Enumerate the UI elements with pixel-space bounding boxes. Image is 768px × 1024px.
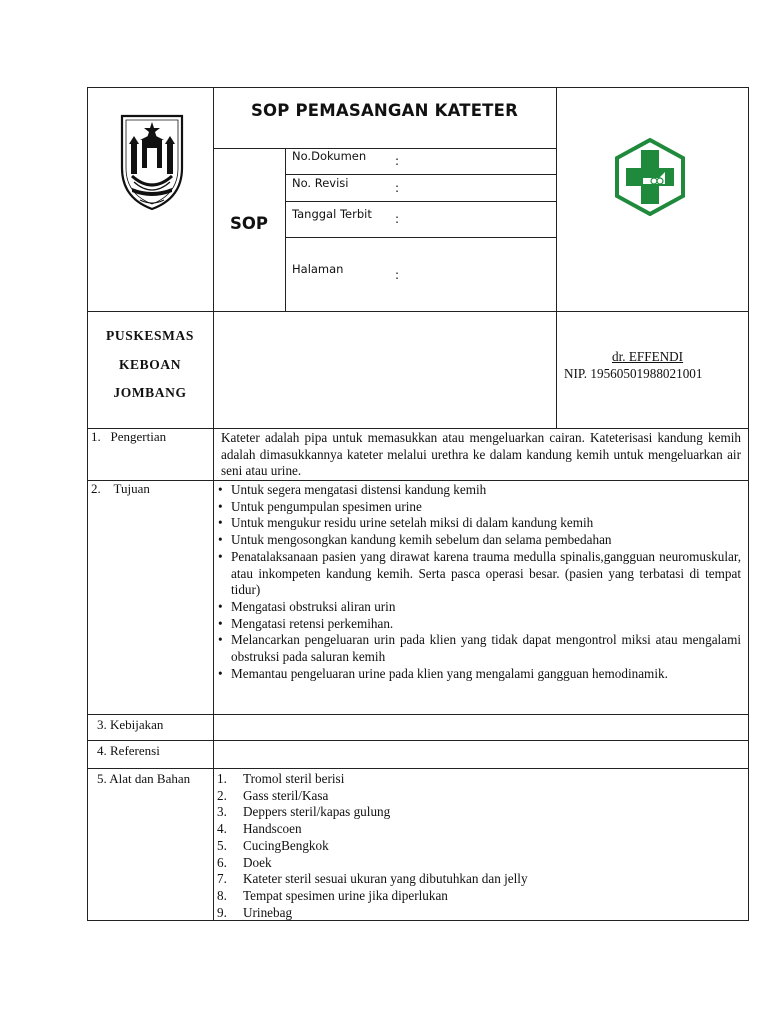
org-name-line1: PUSKESMAS <box>106 328 194 343</box>
section-referensi-label: 4. Referensi <box>97 743 160 758</box>
alat-item: 8. Tempat spesimen urine jika diperlukan <box>217 887 448 903</box>
alat-item: 3. Deppers steril/kapas gulung <box>217 804 391 820</box>
meta-no-dokumen-label: No.Dokumen <box>292 149 367 163</box>
puskesmas-logo <box>613 138 687 216</box>
tujuan-item: • Untuk segera mengatasi distensi kandung kemih <box>218 482 487 497</box>
alat-item: 4. Handscoen <box>217 821 302 837</box>
meta-halaman-colon: : <box>395 268 400 282</box>
tujuan-item: • Untuk mengosongkan kandung kemih sebelum dan selama pembedahan <box>218 532 612 548</box>
document-title: SOP PEMASANGAN KATETER <box>250 101 519 120</box>
meta-no-dokumen-colon: : <box>395 154 400 168</box>
tujuan-item: • Untuk pengumpulan spesimen urine <box>218 498 422 514</box>
section-kebijakan-label: 3. Kebijakan <box>97 717 164 732</box>
meta-no-revisi-label: No. Revisi <box>292 176 349 190</box>
tujuan-item: • Memantau pengeluaran urine pada klien yang mengalami gangguan hemodinamik. <box>218 665 668 681</box>
org-name-line2: KEBOAN <box>118 357 182 372</box>
meta-halaman-label: Halaman <box>292 262 344 276</box>
meta-tanggal-terbit-colon: : <box>395 212 400 226</box>
org-name-line3: JOMBANG <box>113 385 187 400</box>
signatory-nip: NIP. 19560501988021001 <box>564 366 703 381</box>
regency-crest-logo <box>118 110 186 212</box>
alat-item: 5. CucingBengkok <box>217 837 329 853</box>
section-tujuan-label: 2. Tujuan <box>91 481 150 496</box>
tujuan-item: • Mengatasi retensi perkemihan. <box>218 615 394 631</box>
section-alat-label: 5. Alat dan Bahan <box>97 771 191 786</box>
section-pengertian-text: Kateter adalah pipa untuk memasukkan atau mengeluarkan cairan. Kateterisasi kandung kemih adalah dimasukkannya kateter melalui urethra ke dalam kandung kemih untuk mengeluarkan air seni atau urine. <box>221 430 741 479</box>
alat-item: 1. Tromol steril berisi <box>217 771 345 786</box>
tujuan-item: • Mengatasi obstruksi aliran urin <box>218 598 396 614</box>
tujuan-item: • Untuk mengukur residu urine setelah miksi di dalam kandung kemih <box>218 515 594 531</box>
section-pengertian-label: 1. Pengertian <box>91 429 167 444</box>
section-tujuan-list <box>218 482 741 682</box>
alat-item: 2. Gass steril/Kasa <box>217 787 329 803</box>
signatory-name: dr. EFFENDI <box>612 349 684 364</box>
alat-item: 9. Urinebag <box>217 904 293 920</box>
alat-item: 6. Doek <box>217 854 272 870</box>
tujuan-item: • Penatalaksanaan pasien yang dirawat karena trauma medulla spinalis,gangguan neuromuskular, atau inkompeten kandung kemih. Serta pasca operasi besar. (pasien yang terbatasi di tempat tidur) <box>218 548 741 598</box>
tujuan-item: • Melancarkan pengeluaran urin pada klien yang tidak dapat mengontrol miksi atau mengalami obstruksi pada saluran kemih <box>218 632 741 665</box>
meta-no-revisi-colon: : <box>395 181 400 195</box>
meta-tanggal-terbit-label: Tanggal Terbit <box>292 207 372 221</box>
section-alat-list <box>217 771 742 921</box>
sop-label: SOP <box>229 214 268 233</box>
alat-item: 7. Kateter steril sesuai ukuran yang dibutuhkan dan jelly <box>217 871 528 887</box>
